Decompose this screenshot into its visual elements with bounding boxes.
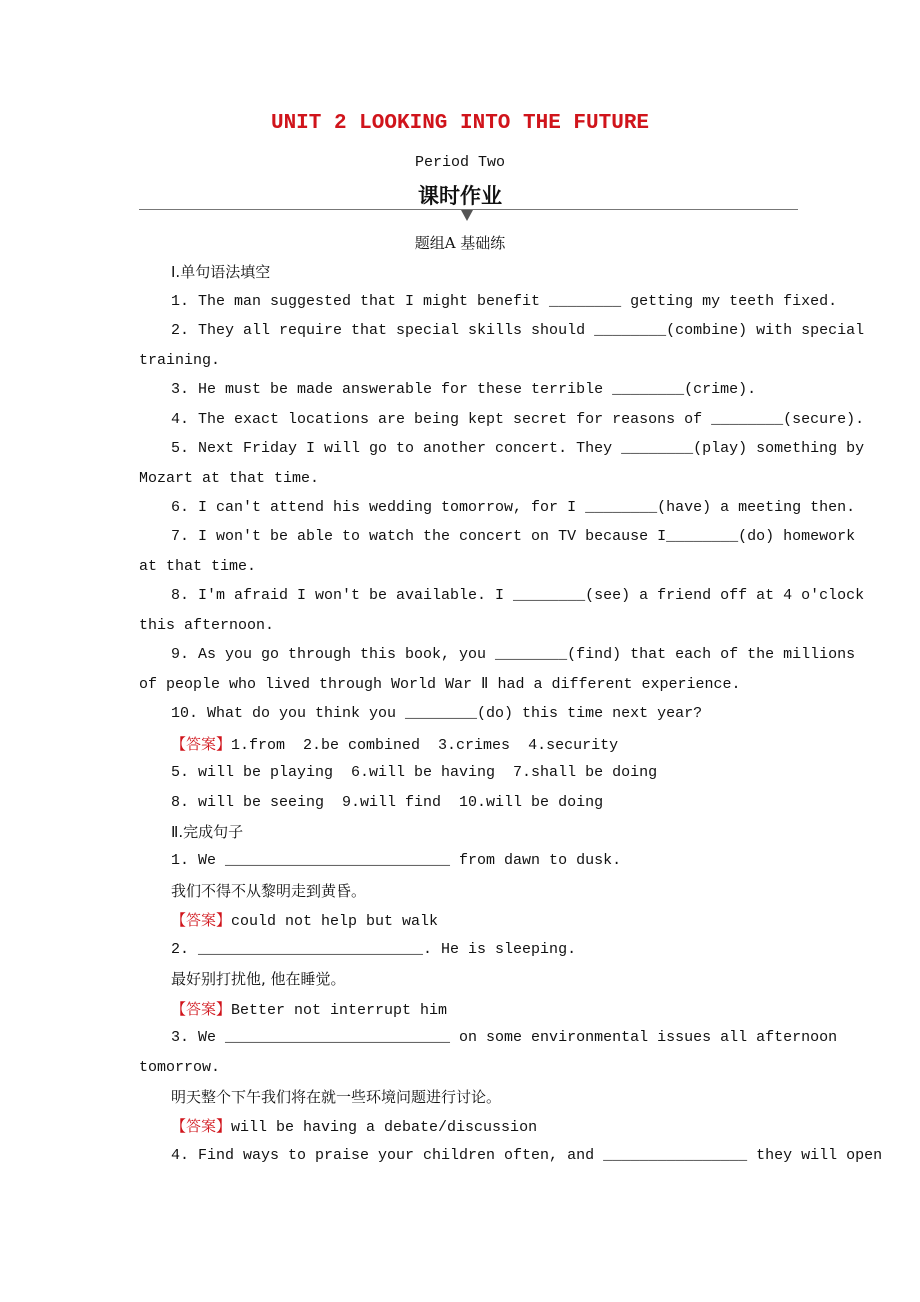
question-line: 7. I won't be able to watch the concert on TV because I________(do) homework [171,528,856,545]
answer-line [171,734,618,756]
question-line: Mozart at that time. [139,470,320,487]
chinese-prompt: 我们不得不从黎明走到黄昏。 [171,882,367,900]
answer-text: will be having a debate/discussion [231,1119,538,1136]
homework-title: 课时作业 [418,184,502,208]
question-line: 9. As you go through this book, you ________(find) that each of the millions [171,646,856,663]
question-line: at that time. [139,558,257,575]
question-line: 3. We _________________________ on some environmental issues all afternoon [171,1029,838,1046]
answer-tag: 【答案】 [171,735,232,753]
chinese-prompt: 明天整个下午我们将在就一些环境问题进行讨论。 [171,1088,502,1106]
question-line: of people who lived through World War Ⅱ had a different experience. [139,676,741,693]
answer-line [171,910,438,932]
question-line: 3. He must be made answerable for these terrible ________(crime). [171,381,757,398]
answer-line [171,1116,537,1138]
group-title: 题组A 基础练 [414,234,506,252]
question-line: 6. I can't attend his wedding tomorrow, for I ________(have) a meeting then. [171,499,856,516]
question-line: 2. _________________________. He is sleeping. [171,941,577,958]
answer-line: 5. will be playing 6.will be having 7.shall be doing [171,764,658,781]
question-line: 10. What do you think you ________(do) this time next year? [171,705,703,722]
chinese-prompt: 最好别打扰他, 他在睡觉。 [171,970,346,988]
answer-tag: 【答案】 [171,1000,232,1018]
answer-text: Better not interrupt him [231,1002,448,1019]
question-line: 5. Next Friday I will go to another concert. They ________(play) something by [171,440,865,457]
period-label: Period Two [414,154,505,171]
question-line: this afternoon. [139,617,275,634]
triangle-down-icon [461,210,473,221]
section1-heading: Ⅰ.单句语法填空 [171,263,271,281]
section2-heading: Ⅱ.完成句子 [171,823,244,841]
answer-line [171,999,447,1021]
answer-line: 8. will be seeing 9.will find 10.will be doing [171,794,604,811]
question-line: training. [139,352,221,369]
question-line: 4. Find ways to praise your children often, and ________________ they will open [171,1147,883,1164]
question-line: 8. I'm afraid I won't be available. I ________(see) a friend off at 4 o'clock [171,587,865,604]
answer-tag: 【答案】 [171,911,232,929]
question-line: 1. The man suggested that I might benefit ________ getting my teeth fixed. [171,293,838,310]
question-line: 1. We _________________________ from dawn to dusk. [171,852,622,869]
answer-text: 1.from 2.be combined 3.crimes 4.security [231,737,619,754]
question-line: 4. The exact locations are being kept secret for reasons of ________(secure). [171,411,865,428]
question-line: tomorrow. [139,1059,221,1076]
answer-text: could not help but walk [231,913,439,930]
unit-title: UNIT 2 LOOKING INTO THE FUTURE [270,112,650,135]
answer-tag: 【答案】 [171,1117,232,1135]
question-line: 2. They all require that special skills should ________(combine) with special [171,322,865,339]
